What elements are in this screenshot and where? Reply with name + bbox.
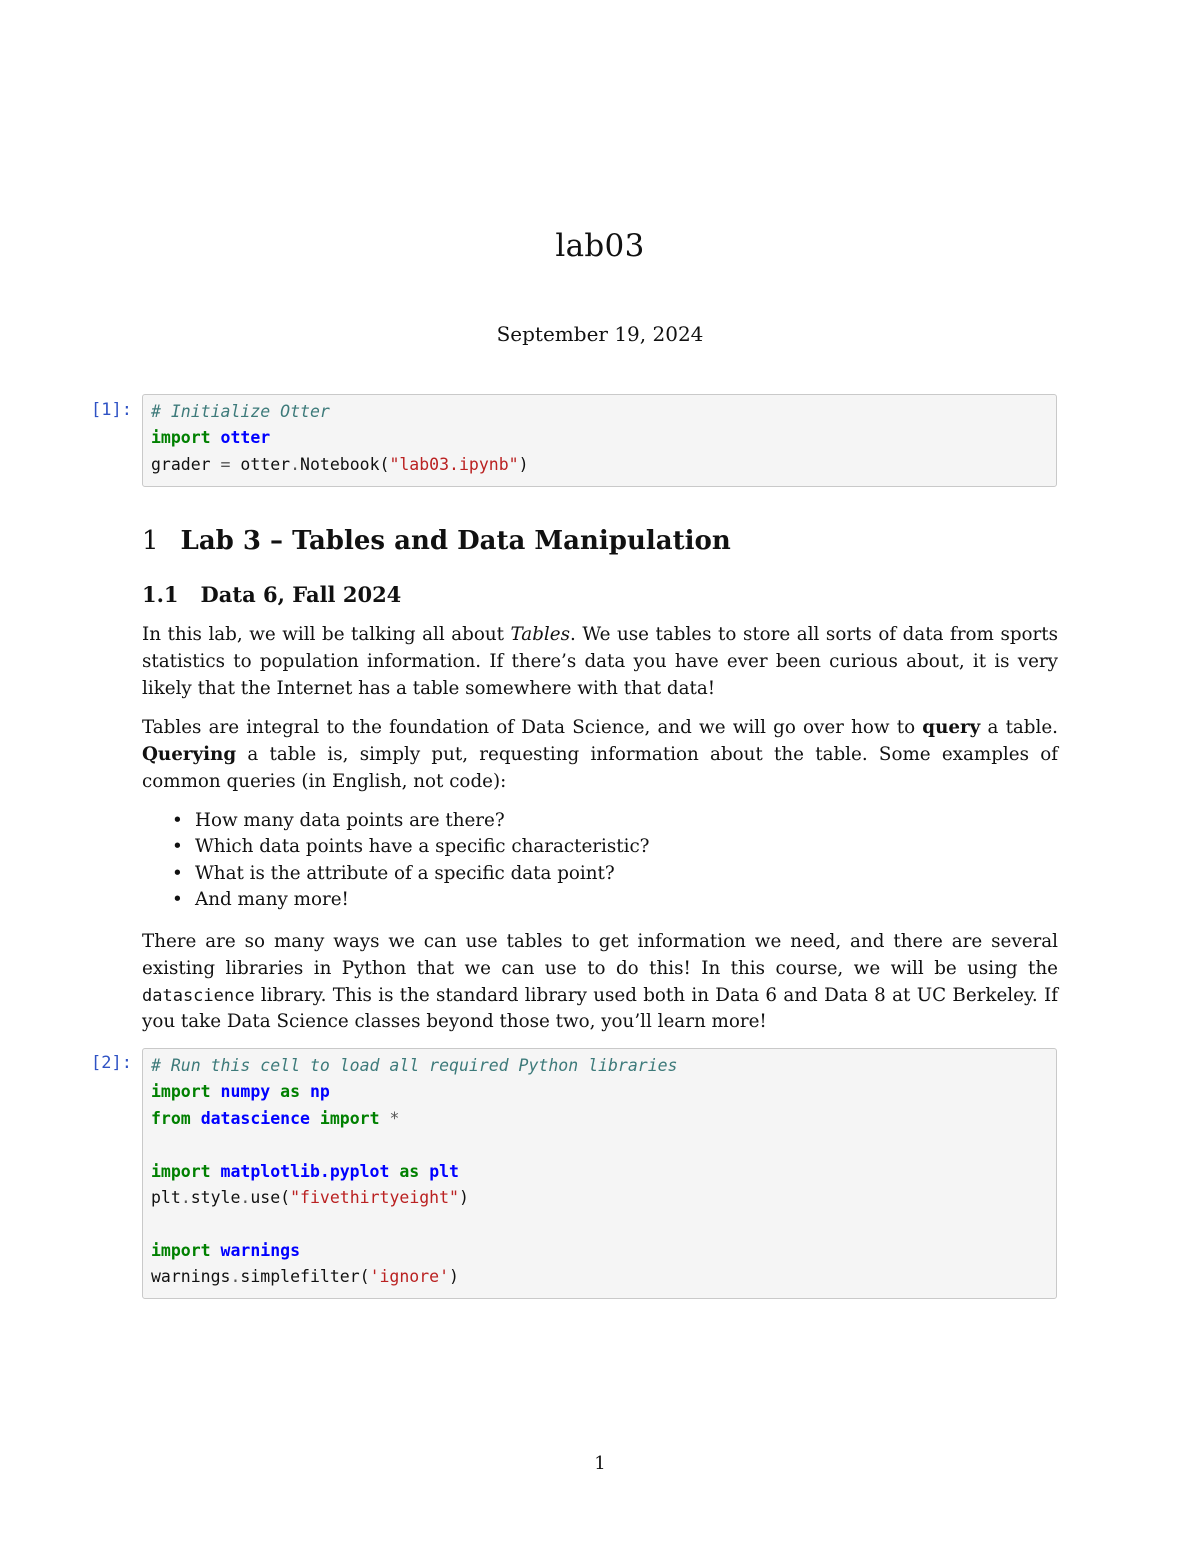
page-number: 1: [594, 1453, 606, 1474]
code-operator: *: [389, 1108, 400, 1128]
code-text: plt: [151, 1188, 181, 1208]
code-block: [151, 1053, 1056, 1291]
code-text: ): [518, 454, 529, 474]
code-string: 'ignore': [369, 1267, 450, 1287]
code-text: warnings: [151, 1267, 231, 1287]
code-text: grader: [151, 454, 221, 474]
text-run: In this lab, we will be talking all about: [142, 624, 511, 645]
list-item: • And many more!: [142, 887, 650, 913]
code-text: otter: [230, 454, 291, 474]
code-cell[interactable]: [142, 394, 1057, 487]
subsection-heading: [142, 582, 401, 607]
subsection-number: 1.1: [142, 582, 179, 607]
code-text: ): [449, 1267, 459, 1287]
code-text: [419, 1162, 429, 1181]
code-text: use(: [250, 1188, 291, 1208]
code-keyword: import: [319, 1108, 380, 1128]
code-text: ): [459, 1188, 469, 1208]
code-operator: .: [180, 1188, 191, 1208]
code-keyword: as: [280, 1082, 301, 1102]
paragraph: [142, 715, 1058, 795]
code-operator: .: [240, 1188, 251, 1208]
list-item: • How many data points are there?: [142, 808, 650, 834]
paragraph: [142, 622, 1058, 702]
code-text: [310, 1109, 320, 1128]
paragraph: [142, 929, 1058, 1036]
bold-term: Querying: [142, 743, 237, 765]
code-text: [211, 1082, 221, 1101]
list-item: • What is the attribute of a specific data point?: [142, 861, 650, 887]
cell-prompt: [2]:: [91, 1053, 132, 1073]
code-keyword: as: [399, 1161, 420, 1181]
code-text: [389, 1162, 399, 1181]
text-run: a table is, simply put, requesting information about the table. Some examples of common queries (in English, not code):: [142, 743, 1058, 792]
code-operator: =: [220, 454, 231, 474]
text-run: Tables are integral to the foundation of Data Science, and we will go over how to: [142, 717, 923, 738]
code-name: warnings: [220, 1240, 301, 1260]
code-term: datascience: [142, 985, 255, 1006]
list-item: • Which data points have a specific characteristic?: [142, 834, 650, 860]
code-text: simplefilter(: [240, 1267, 370, 1287]
code-text: Notebook(: [300, 454, 390, 474]
code-name: otter: [220, 428, 271, 448]
code-keyword: import: [151, 1161, 211, 1181]
code-block: [151, 399, 1056, 478]
section-title: Lab 3 – Tables and Data Manipulation: [180, 526, 731, 556]
code-name: plt: [429, 1161, 459, 1181]
code-name: numpy: [220, 1082, 271, 1102]
bullet-list: [142, 808, 650, 913]
code-text: [380, 1109, 390, 1128]
bold-term: query: [922, 717, 981, 738]
code-comment: # Run this cell to load all required Python libraries: [151, 1056, 678, 1075]
code-keyword: import: [151, 1082, 211, 1102]
code-text: [300, 1082, 310, 1101]
code-string: "fivethirtyeight": [290, 1188, 459, 1208]
code-operator: .: [290, 454, 301, 474]
document-date: September 19, 2024: [496, 322, 704, 346]
code-text: [211, 428, 221, 447]
code-comment: # Initialize Otter: [151, 402, 330, 421]
text-run: There are so many ways we can use tables to get information we need, and there are several existing libraries in Python that we can use to do this! In this course, we will be using the: [142, 931, 1058, 979]
code-cell[interactable]: [142, 1048, 1057, 1299]
code-keyword: import: [151, 428, 211, 448]
subsection-title: Data 6, Fall 2024: [200, 582, 402, 607]
code-text: [270, 1082, 280, 1101]
code-operator: .: [230, 1267, 241, 1287]
text-run: . We use tables to store all sorts of data from sports statistics to population information. If there’s data you have ever been curious about, it is very likely that the Internet has a table somewhere with that data!: [142, 624, 1058, 699]
section-heading: [142, 526, 731, 556]
code-name: matplotlib.pyplot: [220, 1161, 390, 1181]
code-text: [211, 1241, 221, 1260]
code-string: "lab03.ipynb": [389, 454, 519, 474]
section-number: 1: [142, 526, 159, 556]
code-text: [211, 1162, 221, 1181]
cell-prompt: [1]:: [91, 400, 132, 420]
code-name: datascience: [200, 1108, 310, 1128]
document-title: lab03: [555, 228, 645, 264]
code-text: style: [190, 1188, 241, 1208]
code-keyword: from: [151, 1108, 191, 1128]
code-name: np: [309, 1082, 330, 1102]
text-run: a table.: [980, 717, 1058, 738]
code-text: [191, 1109, 201, 1128]
text-run: library. This is the standard library used both in Data 6 and Data 8 at UC Berkeley. If you take Data Science classes beyond those two, you’ll learn more!: [142, 984, 1058, 1033]
code-keyword: import: [151, 1240, 211, 1260]
emphasis: Tables: [510, 624, 570, 645]
